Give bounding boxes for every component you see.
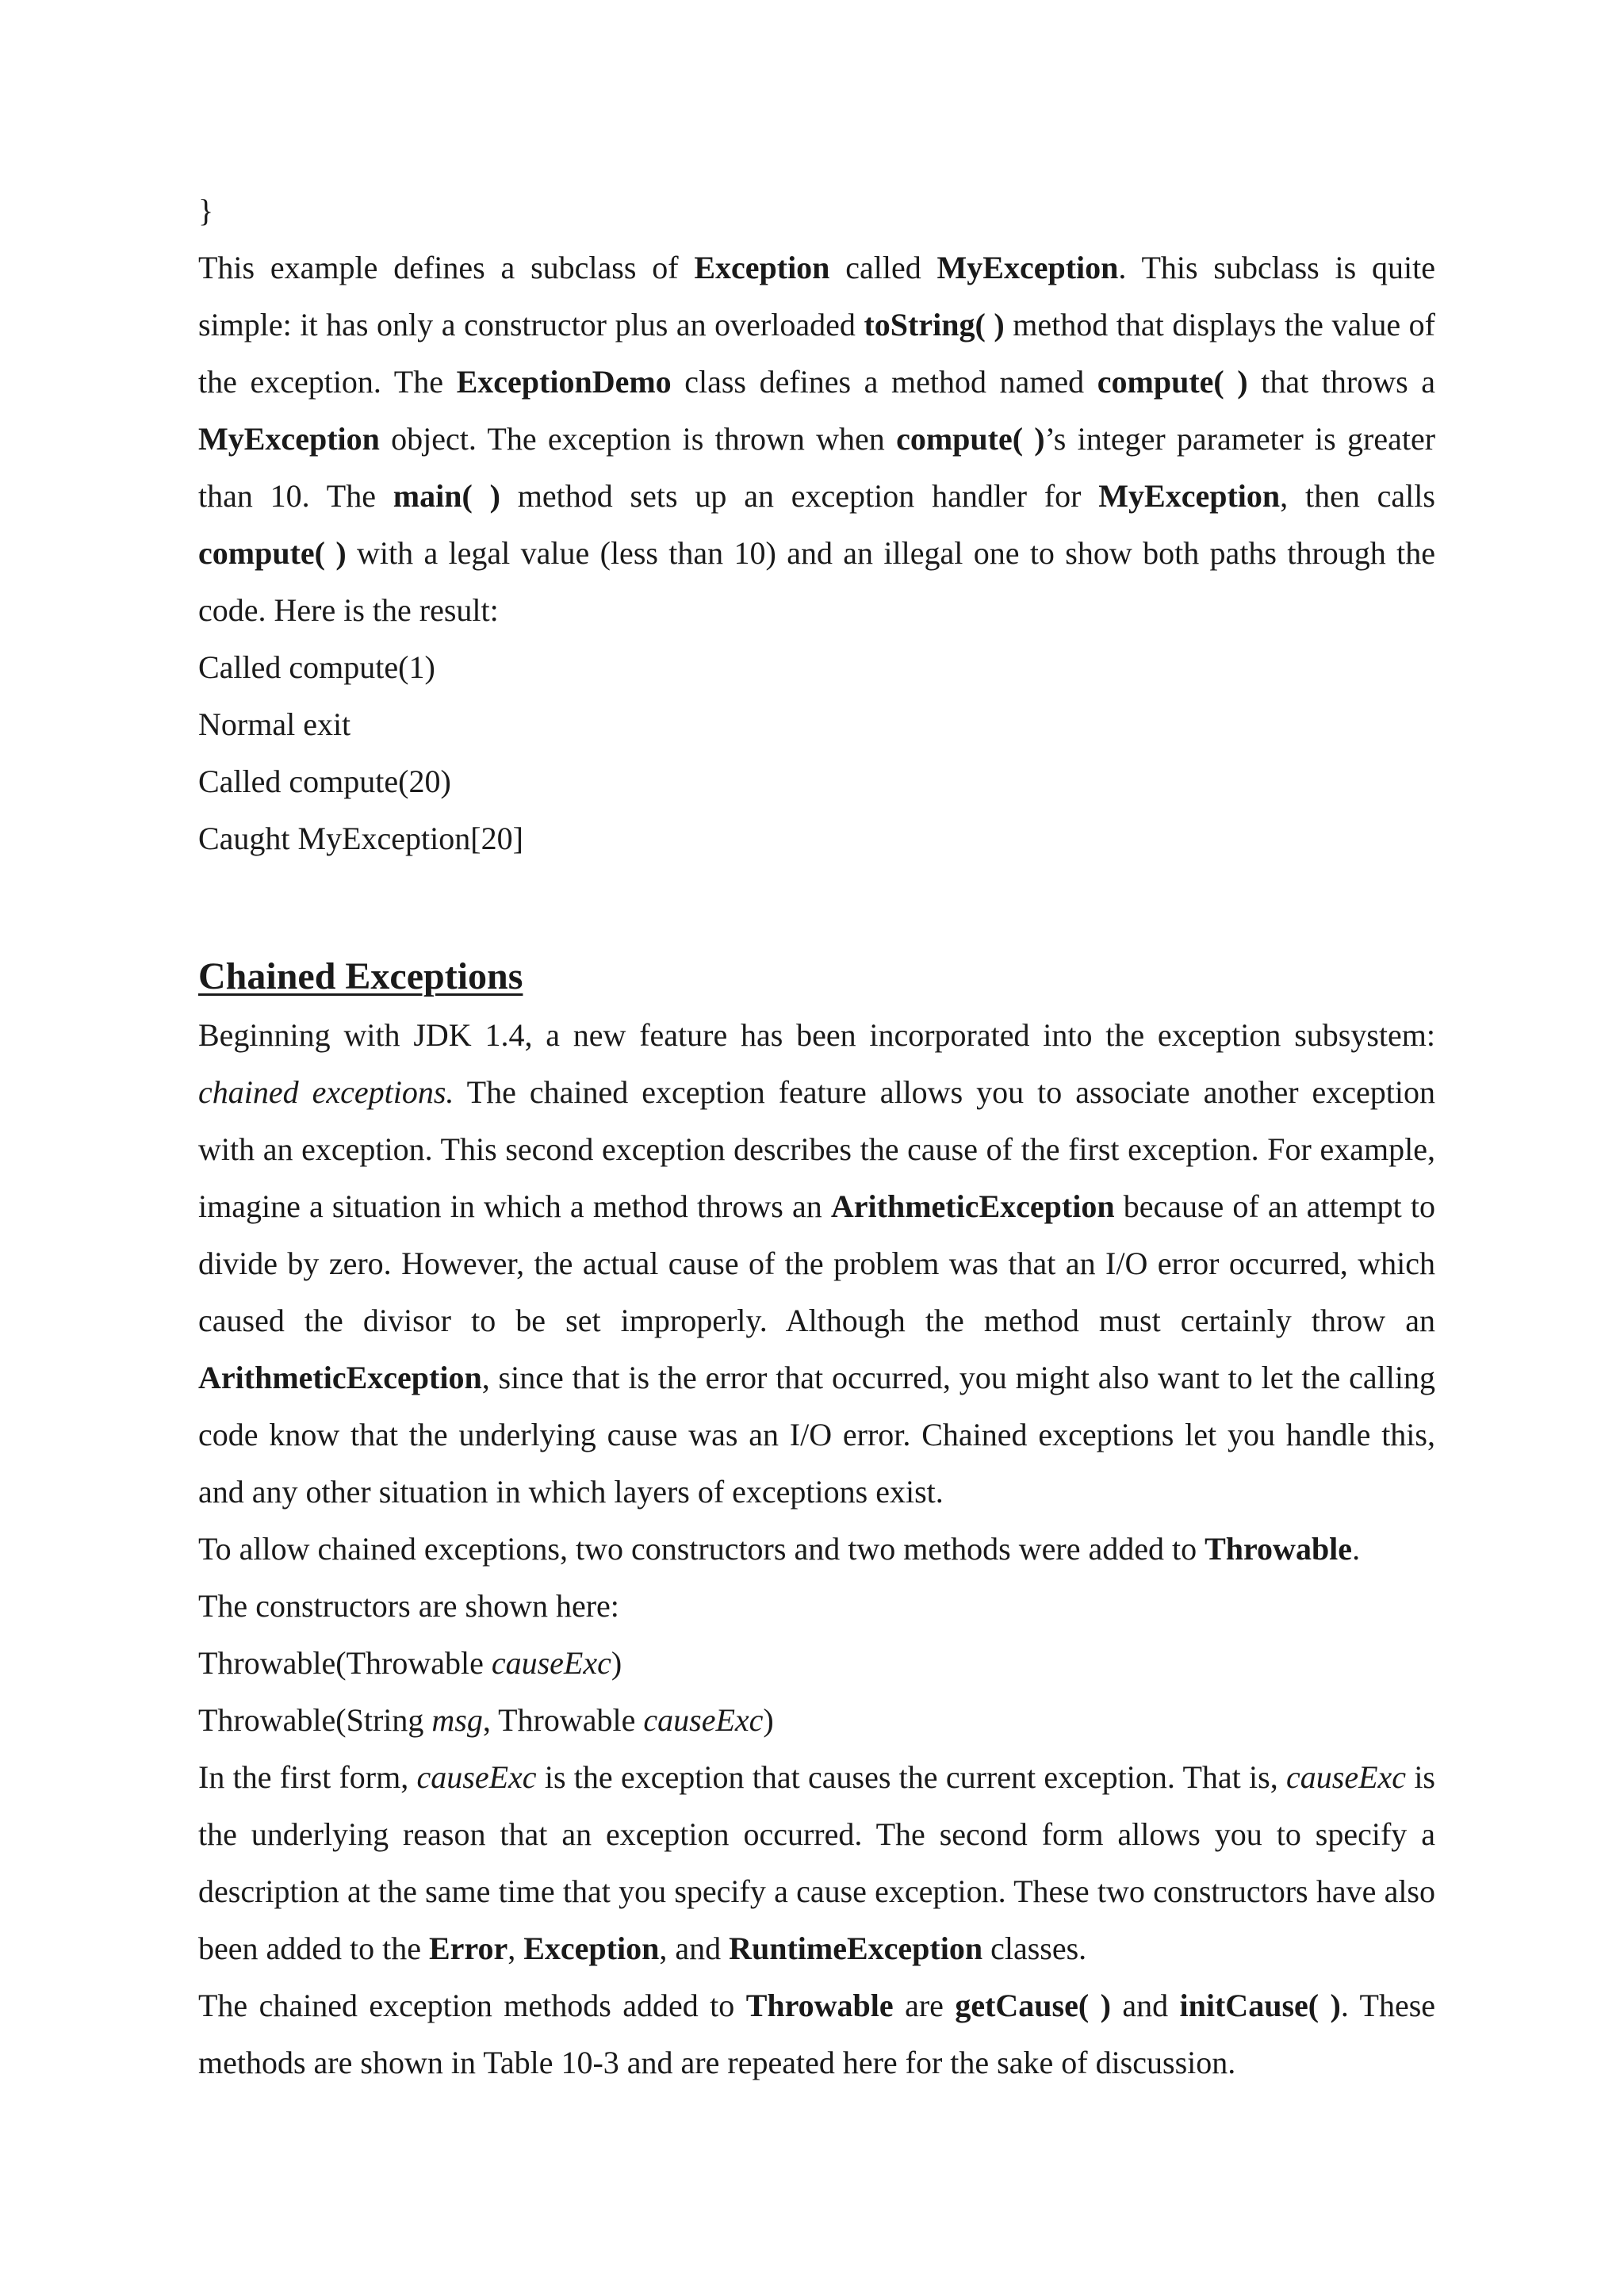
- text-run: ,: [508, 1931, 524, 1966]
- bold-term: MyException: [936, 250, 1119, 285]
- italic-term: chained exceptions.: [198, 1074, 454, 1110]
- text-run: with a legal value (less than 10) and an illegal one to show both paths through the code. Here is the result:: [198, 535, 1435, 628]
- text-run: because of an attempt to divide by zero. However, the actual cause of the problem was that an I/O error occurred, which caused the divisor to be set improperly. Although the method must certainly throw an: [198, 1188, 1436, 1338]
- text-run: that throws a: [1247, 364, 1436, 400]
- bold-term: RuntimeException: [729, 1931, 983, 1966]
- bold-term: ArithmeticException: [198, 1360, 482, 1395]
- bold-term: compute( ): [1097, 364, 1248, 400]
- italic-term: causeExc: [643, 1702, 764, 1738]
- text-run: Throwable(String: [198, 1702, 432, 1738]
- section-heading: Chained Exceptions: [198, 955, 523, 997]
- text-run: , then calls: [1280, 478, 1435, 514]
- intro-paragraph: [198, 239, 1435, 639]
- bold-term: compute( ): [198, 535, 347, 571]
- output-line: Called compute(20): [198, 763, 451, 799]
- constructors-intro-line: [198, 1521, 1435, 1578]
- bold-term: Exception: [523, 1931, 660, 1966]
- text-run: is the exception that causes the current exception. That is,: [536, 1759, 1287, 1795]
- bold-term: Throwable: [1205, 1531, 1353, 1567]
- text-run: object. The exception is thrown when: [379, 421, 897, 457]
- text-run: ): [763, 1702, 774, 1738]
- output-line: Caught MyException[20]: [198, 821, 523, 856]
- text-run: , since that is the error that occurred, you might also want to let the calling code know that the underlying cause was an I/O error. Chained exceptions let you handle this, and any other situation in which layers of exceptions exist.: [198, 1360, 1435, 1510]
- text-run: ’s integer parameter is greater than 10. The: [198, 421, 1436, 514]
- text-run: . This subclass is quite simple: it has only a constructor plus an overloaded: [198, 250, 1435, 342]
- bold-term: initCause( ): [1179, 1988, 1341, 2023]
- section-spacer: [198, 867, 1435, 947]
- constructor-signature: [198, 1635, 1435, 1692]
- text-run: , and: [659, 1931, 730, 1966]
- bold-term: Exception: [694, 250, 830, 285]
- bold-term: ArithmeticException: [830, 1188, 1115, 1224]
- text-run: method that displays the value of the exception. The: [198, 307, 1435, 400]
- bold-term: Throwable: [745, 1988, 894, 2023]
- text-run: .: [1352, 1531, 1361, 1567]
- bold-term: toString( ): [864, 307, 1005, 342]
- text-run: . These methods are shown in Table 10-3 and are repeated here for the sake of discussion.: [198, 1988, 1436, 2080]
- text-run: Throwable(Throwable: [198, 1645, 492, 1681]
- bold-term: MyException: [198, 421, 380, 457]
- closing-brace: }: [198, 193, 214, 228]
- text-run: method sets up an exception handler for: [500, 478, 1099, 514]
- constructors-shown-line: The constructors are shown here:: [198, 1588, 619, 1624]
- text-run: This example defines a subclass of: [198, 250, 695, 285]
- bold-term: MyException: [1098, 478, 1281, 514]
- methods-paragraph: [198, 1977, 1435, 2091]
- bold-term: ExceptionDemo: [456, 364, 672, 400]
- bold-term: main( ): [393, 478, 500, 514]
- text-run: classes.: [982, 1931, 1087, 1966]
- text-run: In the first form,: [198, 1759, 417, 1795]
- italic-term: causeExc: [1286, 1759, 1407, 1795]
- text-run: The chained exception feature allows you to associate another exception with an exception. This second exception describes the cause of the first exception. For example, imagine a situation in which a method throws an: [198, 1074, 1435, 1224]
- text-run: called: [829, 250, 937, 285]
- chained-intro-paragraph: [198, 1007, 1435, 1521]
- document-page: [198, 182, 1435, 2091]
- output-line: Called compute(1): [198, 649, 435, 685]
- forms-paragraph: [198, 1749, 1435, 1977]
- text-run: , Throwable: [482, 1702, 644, 1738]
- text-run: are: [893, 1988, 956, 2023]
- text-run: ): [611, 1645, 622, 1681]
- text-run: is the underlying reason that an exception occurred. The second form allows you to specify a description at the same time that you specify a cause exception. These two constructors have also been added to the: [198, 1759, 1435, 1966]
- italic-term: causeExc: [416, 1759, 537, 1795]
- constructor-signature: [198, 1692, 1435, 1749]
- italic-term: msg: [431, 1702, 483, 1738]
- italic-term: causeExc: [491, 1645, 611, 1681]
- text-run: class defines a method named: [671, 364, 1097, 400]
- output-line: Normal exit: [198, 706, 351, 742]
- bold-term: compute( ): [896, 421, 1045, 457]
- bold-term: Error: [429, 1931, 508, 1966]
- text-run: Beginning with JDK 1.4, a new feature has been incorporated into the exception subsystem:: [198, 1017, 1435, 1053]
- bold-term: getCause( ): [955, 1988, 1111, 2023]
- text-run: and: [1110, 1988, 1180, 2023]
- text-run: The chained exception methods added to: [198, 1988, 746, 2023]
- text-run: To allow chained exceptions, two constructors and two methods were added to: [198, 1531, 1205, 1567]
